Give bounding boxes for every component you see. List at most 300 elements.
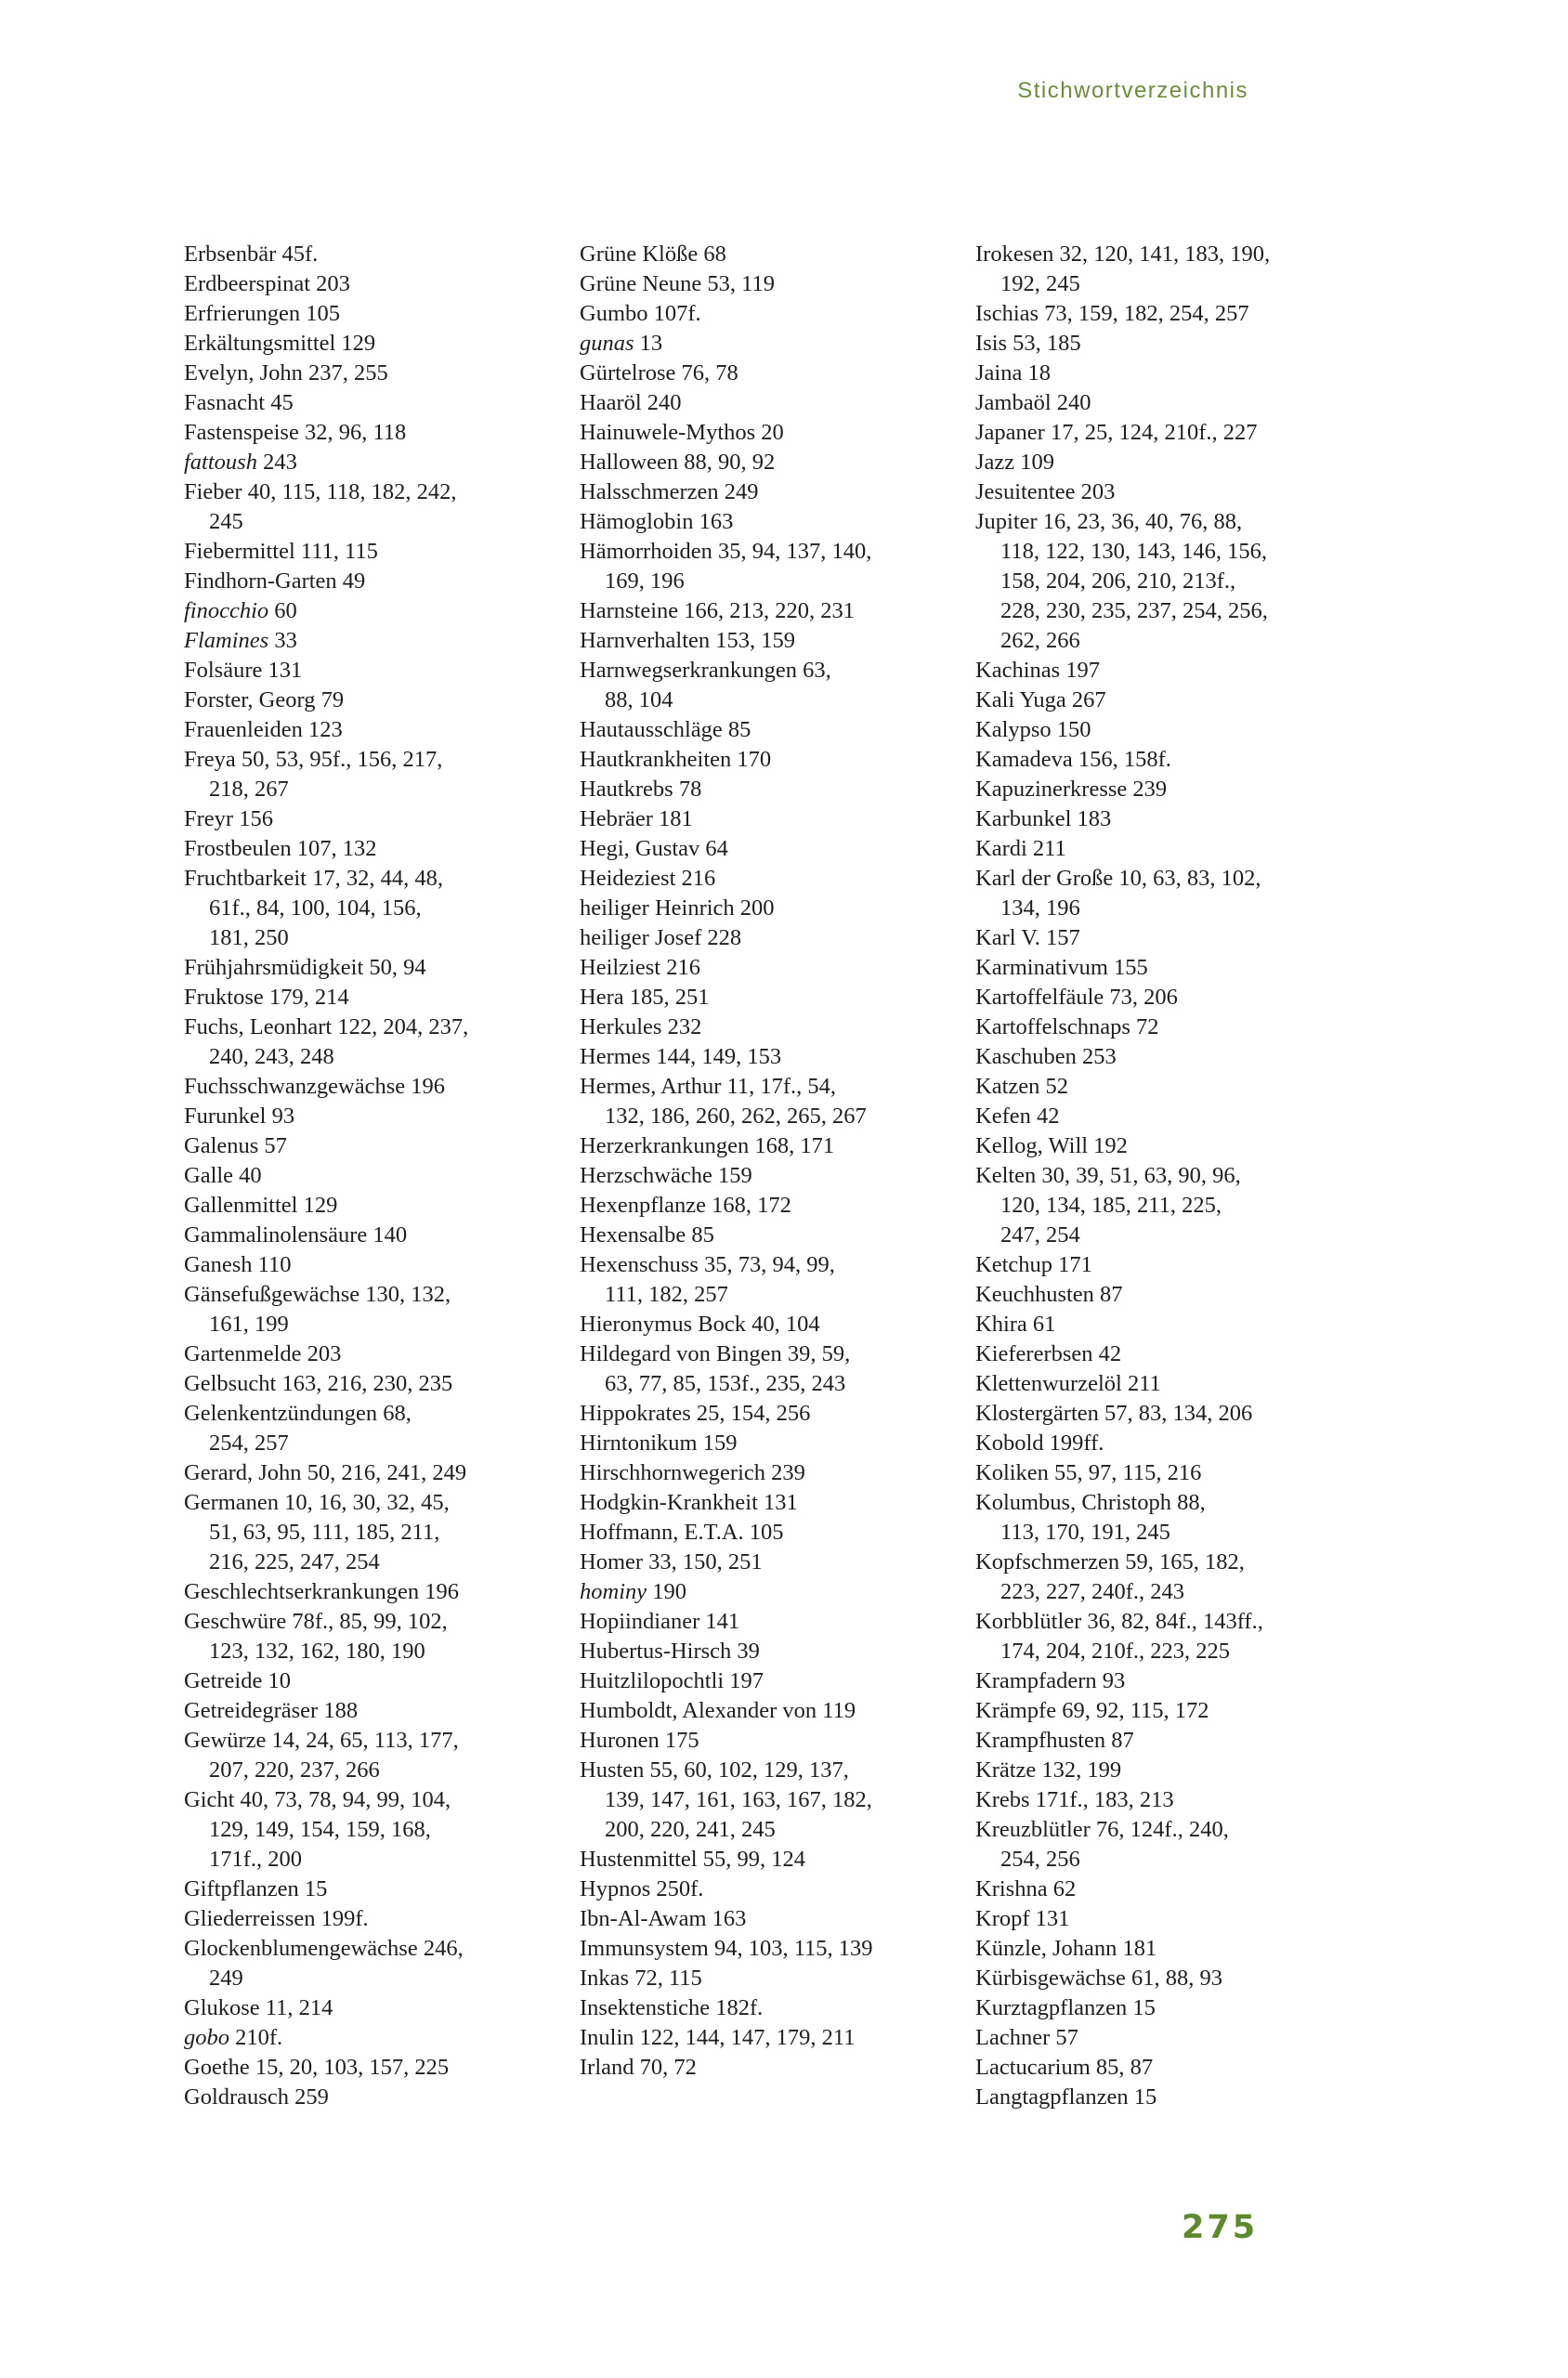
index-entry: [184, 418, 565, 448]
index-text: Huronen 175: [580, 1728, 699, 1753]
index-entry: [975, 2053, 1356, 2083]
index-term-italic: fattoush: [184, 450, 257, 475]
index-entry: [975, 1250, 1356, 1280]
index-text: Kolumbus, Christoph 88,: [975, 1490, 1206, 1515]
index-entry: [580, 1339, 960, 1369]
index-entry: [975, 418, 1356, 448]
index-entry: [580, 1429, 960, 1458]
index-entry: [975, 1785, 1356, 1815]
index-entry: [184, 1221, 565, 1250]
index-entry-continuation: [184, 775, 565, 804]
index-entry: [975, 1756, 1356, 1785]
index-text: Immunsystem 94, 103, 115, 139: [580, 1936, 873, 1961]
index-text: Jesuitentee 203: [975, 479, 1116, 504]
index-text: 61f., 84, 100, 104, 156,: [209, 895, 422, 921]
index-text: Karbunkel 183: [975, 806, 1112, 831]
index-entry: [184, 864, 565, 894]
index-entry-continuation: [184, 1548, 565, 1577]
index-text: Krätze 132, 199: [975, 1757, 1122, 1783]
index-text: Kefen 42: [975, 1104, 1060, 1129]
index-text: 192, 245: [1000, 271, 1080, 296]
index-text: Karl V. 157: [975, 925, 1080, 950]
index-text: Homer 33, 150, 251: [580, 1549, 763, 1574]
index-entry: [184, 2023, 565, 2053]
index-text: Fuchs, Leonhart 122, 204, 237,: [184, 1014, 469, 1039]
index-text: Fastenspeise 32, 96, 118: [184, 420, 407, 445]
index-text: Krishna 62: [975, 1876, 1077, 1901]
index-text: Kurztagpflanzen 15: [975, 1995, 1156, 2020]
index-column-3: [975, 240, 1356, 2112]
index-entry: [580, 1607, 960, 1637]
index-text: Isis 53, 185: [975, 331, 1081, 356]
index-entry: [580, 388, 960, 418]
index-text: Kachinas 197: [975, 658, 1101, 683]
index-text: Gänsefußgewächse 130, 132,: [184, 1282, 451, 1307]
index-term-italic: finocchio: [184, 598, 269, 623]
index-text: 88, 104: [605, 687, 673, 712]
index-entry: [580, 894, 960, 923]
index-text: Karminativum 155: [975, 955, 1148, 980]
index-entry: [975, 448, 1356, 477]
index-text: Krämpfe 69, 92, 115, 172: [975, 1698, 1209, 1723]
index-entry: [580, 715, 960, 745]
index-text: Gallenmittel 129: [184, 1193, 338, 1218]
index-entry-continuation: [184, 894, 565, 923]
index-entry: [580, 745, 960, 775]
index-text: 161, 199: [209, 1312, 289, 1337]
index-entry: [975, 1369, 1356, 1399]
index-text: 171f., 200: [209, 1847, 303, 1872]
index-entry: [580, 1399, 960, 1429]
index-text: Ketchup 171: [975, 1252, 1092, 1277]
index-entry: [184, 1993, 565, 2023]
index-entry: [580, 1191, 960, 1221]
index-text: Furunkel 93: [184, 1104, 295, 1129]
index-entry: [580, 477, 960, 507]
index-entry: [975, 240, 1356, 269]
index-entry-continuation: [975, 1221, 1356, 1250]
index-entry: [580, 864, 960, 894]
index-entry-continuation: [184, 1518, 565, 1548]
index-entry-continuation: [184, 1429, 565, 1458]
index-entry: [184, 1726, 565, 1756]
index-entry: [580, 537, 960, 567]
index-text: Kartoffelschnaps 72: [975, 1014, 1159, 1039]
index-text: Jaina 18: [975, 360, 1051, 385]
index-text: Kalypso 150: [975, 717, 1091, 742]
index-text: 63, 77, 85, 153f., 235, 243: [605, 1371, 846, 1396]
index-text: Hainuwele-Mythos 20: [580, 420, 784, 445]
index-text: Künzle, Johann 181: [975, 1936, 1157, 1961]
index-text: Koliken 55, 97, 115, 216: [975, 1460, 1202, 1485]
index-text: Lachner 57: [975, 2025, 1078, 2050]
index-text: 120, 134, 185, 211, 225,: [1000, 1193, 1222, 1218]
index-text: Kiefererbsen 42: [975, 1341, 1122, 1366]
index-entry: [580, 1726, 960, 1756]
index-text: Fiebermittel 111, 115: [184, 539, 378, 564]
index-text: Hippokrates 25, 154, 256: [580, 1401, 811, 1426]
index-entry: [184, 626, 565, 656]
index-entry: [184, 1607, 565, 1637]
index-entry: [184, 715, 565, 745]
index-entry: [580, 1488, 960, 1518]
index-entry: [580, 2023, 960, 2053]
index-entry: [184, 686, 565, 715]
index-entry: [580, 1577, 960, 1607]
index-entry: [184, 1250, 565, 1280]
index-entry: [975, 388, 1356, 418]
index-entry: [580, 1993, 960, 2023]
index-entry: [184, 656, 565, 686]
index-text: Korbblütler 36, 82, 84f., 143ff.,: [975, 1609, 1263, 1634]
index-text: Gammalinolensäure 140: [184, 1222, 408, 1248]
index-entry: [580, 418, 960, 448]
index-text: Hautkrankheiten 170: [580, 747, 772, 772]
index-entry: [580, 448, 960, 477]
index-text: Kapuzinerkresse 239: [975, 777, 1168, 802]
index-entry: [580, 1904, 960, 1934]
index-text: Japaner 17, 25, 124, 210f., 227: [975, 420, 1258, 445]
index-entry: [580, 834, 960, 864]
index-entry-continuation: [975, 1577, 1356, 1607]
index-entry: [975, 1131, 1356, 1161]
index-entry: [975, 834, 1356, 864]
index-text: 207, 220, 237, 266: [209, 1757, 380, 1783]
index-text: Fruchtbarkeit 17, 32, 44, 48,: [184, 866, 443, 891]
index-entry: [975, 745, 1356, 775]
index-entry-continuation: [184, 507, 565, 537]
index-entry: [975, 923, 1356, 953]
index-entry: [975, 1875, 1356, 1904]
index-entry: [580, 1131, 960, 1161]
index-text: Ganesh 110: [184, 1252, 292, 1277]
index-text: Hämorrhoiden 35, 94, 137, 140,: [580, 539, 872, 564]
index-text: Gliederreissen 199f.: [184, 1906, 369, 1931]
index-text: Halloween 88, 90, 92: [580, 450, 776, 475]
index-text: 254, 256: [1000, 1847, 1080, 1872]
index-entry: [184, 1666, 565, 1696]
index-text: 113, 170, 191, 245: [1000, 1520, 1170, 1545]
index-entry: [184, 2083, 565, 2112]
index-entry: [975, 1696, 1356, 1726]
index-entry-continuation: [975, 269, 1356, 299]
index-entry: [580, 359, 960, 388]
index-entry-continuation: [975, 1845, 1356, 1875]
index-text: Fruktose 179, 214: [184, 985, 349, 1010]
index-text: Herzerkrankungen 168, 171: [580, 1133, 835, 1158]
index-text: Kreuzblütler 76, 124f., 240,: [975, 1817, 1229, 1842]
index-entry: [975, 477, 1356, 507]
index-text: Hirschhornwegerich 239: [580, 1460, 805, 1485]
index-entry-continuation: [975, 1191, 1356, 1221]
index-text: 210f.: [235, 2025, 283, 2050]
index-text: Krampfadern 93: [975, 1668, 1126, 1693]
index-text: Humboldt, Alexander von 119: [580, 1698, 856, 1723]
index-entry: [184, 804, 565, 834]
index-entry: [580, 775, 960, 804]
index-entry: [975, 686, 1356, 715]
index-column-1: [184, 240, 565, 2112]
index-text: Hexenschuss 35, 73, 94, 99,: [580, 1252, 835, 1277]
index-text: Germanen 10, 16, 30, 32, 45,: [184, 1490, 450, 1515]
index-entry: [975, 656, 1356, 686]
index-text: 254, 257: [209, 1431, 289, 1456]
index-entry: [975, 1488, 1356, 1518]
index-text: Hodgkin-Krankheit 131: [580, 1490, 798, 1515]
index-entry: [184, 1904, 565, 1934]
index-entry: [975, 804, 1356, 834]
index-text: Freya 50, 53, 95f., 156, 217,: [184, 747, 443, 772]
index-entry-continuation: [580, 567, 960, 596]
index-entry: [975, 1934, 1356, 1964]
index-entry: [975, 1548, 1356, 1577]
index-entry: [184, 1577, 565, 1607]
index-text: Hildegard von Bingen 39, 59,: [580, 1341, 851, 1366]
index-entry: [975, 1666, 1356, 1696]
index-text: Hoffmann, E.T.A. 105: [580, 1520, 784, 1545]
index-text: Gelenkentzündungen 68,: [184, 1401, 412, 1426]
index-entry: [184, 983, 565, 1013]
index-text: Krampfhusten 87: [975, 1728, 1134, 1753]
index-text: 223, 227, 240f., 243: [1000, 1579, 1185, 1604]
index-text: Ischias 73, 159, 182, 254, 257: [975, 301, 1249, 326]
index-text: Gumbo 107f.: [580, 301, 701, 326]
index-text: Erfrierungen 105: [184, 301, 341, 326]
index-text: Folsäure 131: [184, 658, 303, 683]
index-entry: [580, 507, 960, 537]
index-text: Hämoglobin 163: [580, 509, 734, 534]
index-entry: [184, 953, 565, 983]
index-entry: [975, 1042, 1356, 1072]
index-text: 60: [274, 598, 297, 623]
index-text: Hustenmittel 55, 99, 124: [580, 1847, 805, 1872]
index-text: Galenus 57: [184, 1133, 287, 1158]
index-entry: [580, 1161, 960, 1191]
index-text: Frostbeulen 107, 132: [184, 836, 377, 861]
index-text: Erkältungsmittel 129: [184, 331, 376, 356]
index-text: Erdbeerspinat 203: [184, 271, 350, 296]
index-entry: [580, 1518, 960, 1548]
index-entry-continuation: [580, 686, 960, 715]
index-entry: [184, 1458, 565, 1488]
index-entry: [975, 715, 1356, 745]
index-entry-continuation: [184, 1815, 565, 1845]
index-entry-continuation: [580, 1815, 960, 1845]
index-text: Heilziest 216: [580, 955, 700, 980]
index-entry-continuation: [184, 1964, 565, 1993]
index-text: Haaröl 240: [580, 390, 682, 415]
index-entry: [184, 269, 565, 299]
index-text: Khira 61: [975, 1312, 1056, 1337]
index-entry: [975, 1310, 1356, 1339]
index-text: Galle 40: [184, 1163, 262, 1188]
index-entry: [975, 1429, 1356, 1458]
index-text: Husten 55, 60, 102, 129, 137,: [580, 1757, 849, 1783]
index-entry: [184, 1369, 565, 1399]
index-text: Goethe 15, 20, 103, 157, 225: [184, 2055, 450, 2080]
index-entry: [975, 1280, 1356, 1310]
index-text: 262, 266: [1000, 628, 1080, 653]
index-entry: [580, 299, 960, 329]
index-entry: [975, 775, 1356, 804]
index-text: Hegi, Gustav 64: [580, 836, 728, 861]
index-text: Ibn-Al-Awam 163: [580, 1906, 747, 1931]
index-entry: [184, 477, 565, 507]
index-entry: [580, 1637, 960, 1666]
index-text: Freyr 156: [184, 806, 273, 831]
index-entry: [184, 1102, 565, 1131]
index-term-italic: gunas: [580, 331, 634, 356]
index-column-2: [580, 240, 960, 2083]
index-entry: [580, 1250, 960, 1280]
index-text: Kali Yuga 267: [975, 687, 1106, 712]
index-entry: [580, 269, 960, 299]
index-entry-continuation: [580, 1280, 960, 1310]
index-entry: [975, 359, 1356, 388]
index-entry: [975, 1815, 1356, 1845]
index-text: Fasnacht 45: [184, 390, 294, 415]
index-entry: [184, 537, 565, 567]
index-text: Giftpflanzen 15: [184, 1876, 328, 1901]
index-text: 13: [639, 331, 663, 356]
index-entry: [580, 1042, 960, 1072]
index-text: 134, 196: [1000, 895, 1080, 921]
index-entry: [580, 1875, 960, 1904]
index-text: 245: [209, 509, 243, 534]
index-entry: [580, 596, 960, 626]
index-text: Grüne Neune 53, 119: [580, 271, 776, 296]
index-entry: [580, 983, 960, 1013]
index-text: Hautausschläge 85: [580, 717, 751, 742]
index-entry: [184, 388, 565, 418]
index-text: 247, 254: [1000, 1222, 1080, 1248]
index-text: heiliger Josef 228: [580, 925, 742, 950]
index-text: Hypnos 250f.: [580, 1876, 704, 1901]
index-text: Gerard, John 50, 216, 241, 249: [184, 1460, 467, 1485]
index-entry: [580, 1013, 960, 1042]
index-entry: [580, 1221, 960, 1250]
index-entry: [975, 983, 1356, 1013]
index-entry: [184, 596, 565, 626]
index-entry: [580, 953, 960, 983]
index-text: Keuchhusten 87: [975, 1282, 1123, 1307]
index-text: Kropf 131: [975, 1906, 1070, 1931]
index-text: Huitzlilopochtli 197: [580, 1668, 764, 1693]
index-text: 111, 182, 257: [605, 1282, 728, 1307]
index-text: Frühjahrsmüdigkeit 50, 94: [184, 955, 426, 980]
index-text: Gartenmelde 203: [184, 1341, 342, 1366]
index-text: Kardi 211: [975, 836, 1066, 861]
index-entry-continuation: [184, 923, 565, 953]
index-text: Jambaöl 240: [975, 390, 1091, 415]
index-entry-continuation: [580, 1102, 960, 1131]
index-text: 240, 243, 248: [209, 1044, 334, 1069]
index-entry: [975, 864, 1356, 894]
index-entry: [184, 1013, 565, 1042]
index-text: Fieber 40, 115, 118, 182, 242,: [184, 479, 457, 504]
index-text: Harnsteine 166, 213, 220, 231: [580, 598, 855, 623]
index-text: 181, 250: [209, 925, 289, 950]
index-entry: [580, 1310, 960, 1339]
index-text: Irokesen 32, 120, 141, 183, 190,: [975, 242, 1271, 267]
index-text: Kürbisgewächse 61, 88, 93: [975, 1966, 1223, 1991]
index-text: 139, 147, 161, 163, 167, 182,: [605, 1787, 872, 1812]
index-entry: [184, 299, 565, 329]
index-entry-continuation: [975, 596, 1356, 626]
index-entry: [975, 2023, 1356, 2053]
index-entry: [184, 834, 565, 864]
index-text: Hieronymus Bock 40, 104: [580, 1312, 820, 1337]
index-entry: [184, 1280, 565, 1310]
index-text: Gicht 40, 73, 78, 94, 99, 104,: [184, 1787, 451, 1812]
index-text: 228, 230, 235, 237, 254, 256,: [1000, 598, 1268, 623]
index-entry-continuation: [975, 626, 1356, 656]
index-text: Frauenleiden 123: [184, 717, 343, 742]
index-text: Kopfschmerzen 59, 165, 182,: [975, 1549, 1245, 1574]
index-text: Gürtelrose 76, 78: [580, 360, 738, 385]
index-entry: [975, 1399, 1356, 1429]
index-text: Jupiter 16, 23, 36, 40, 76, 88,: [975, 509, 1243, 534]
index-entry: [580, 1756, 960, 1785]
index-text: 118, 122, 130, 143, 146, 156,: [1000, 539, 1267, 564]
index-text: Getreidegräser 188: [184, 1698, 359, 1723]
index-text: Katzen 52: [975, 1074, 1068, 1099]
page-number: 275: [1182, 2209, 1259, 2246]
index-entry: [580, 1934, 960, 1964]
index-entry-continuation: [184, 1042, 565, 1072]
index-entry: [184, 1072, 565, 1102]
index-text: Grüne Klöße 68: [580, 242, 726, 267]
index-text: Evelyn, John 237, 255: [184, 360, 388, 385]
index-entry-continuation: [975, 567, 1356, 596]
index-text: Kartoffelfäule 73, 206: [975, 985, 1178, 1010]
index-entry: [975, 1161, 1356, 1191]
index-entry-continuation: [184, 1310, 565, 1339]
index-entry: [580, 1666, 960, 1696]
index-text: Hermes 144, 149, 153: [580, 1044, 782, 1069]
index-text: Hexenpflanze 168, 172: [580, 1193, 791, 1218]
index-entry: [975, 1993, 1356, 2023]
index-entry: [184, 1399, 565, 1429]
index-entry: [580, 1845, 960, 1875]
index-entry: [184, 2053, 565, 2083]
index-text: 249: [209, 1966, 243, 1991]
index-entry: [975, 329, 1356, 359]
index-entry: [184, 745, 565, 775]
index-text: Inkas 72, 115: [580, 1966, 702, 1991]
index-entry-continuation: [184, 1845, 565, 1875]
index-text: Glukose 11, 214: [184, 1995, 333, 2020]
index-text: Harnverhalten 153, 159: [580, 628, 795, 653]
index-entry-continuation: [580, 1369, 960, 1399]
index-entry: [975, 1458, 1356, 1488]
index-text: Kelten 30, 39, 51, 63, 90, 96,: [975, 1163, 1241, 1188]
index-text: Hirntonikum 159: [580, 1431, 738, 1456]
index-entry: [184, 359, 565, 388]
index-text: Lactucarium 85, 87: [975, 2055, 1154, 2080]
index-entry: [184, 1161, 565, 1191]
index-entry: [184, 1696, 565, 1726]
index-entry: [184, 329, 565, 359]
index-entry: [184, 1488, 565, 1518]
index-text: Getreide 10: [184, 1668, 291, 1693]
index-text: Herzschwäche 159: [580, 1163, 752, 1188]
index-text: 158, 204, 206, 210, 213f.,: [1000, 568, 1236, 594]
index-entry: [580, 1548, 960, 1577]
index-text: Gewürze 14, 24, 65, 113, 177,: [184, 1728, 459, 1753]
index-text: Hubertus-Hirsch 39: [580, 1639, 760, 1664]
index-entry: [184, 567, 565, 596]
